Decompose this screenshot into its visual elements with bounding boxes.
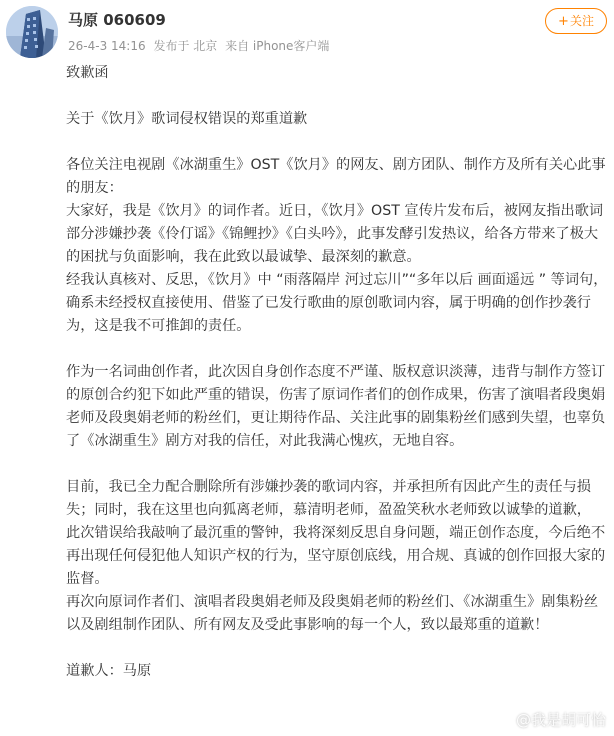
watermark-text: @我是胡可怡: [515, 711, 606, 729]
letter-paragraph: 大家好，我是《饮月》的词作者。近日，《饮月》OST 宣传片发布后，被网友指出歌词部分涉嫌抄袭《伶仃谣》《锦鲤抄》《白头吟》，此事发酵引发热议，给各方带来了极大的困扰与负面影响，我在此致以最诚挚、最深刻的歉意。: [66, 203, 604, 265]
letter-paragraph: 再次向原词作者们、演唱者段奥娟老师及段奥娟老师的粉丝们、《冰湖重生》剧集粉丝以及剧组制作团队、所有网友及受此事影响的每一个人，致以最郑重的道歉！: [66, 594, 599, 633]
watermark: [494, 709, 606, 730]
username[interactable]: 马原 060609: [68, 11, 166, 29]
follow-label: 关注: [569, 14, 594, 28]
post-source: 来自 iPhone客户端: [225, 39, 330, 53]
post-time[interactable]: 26-4-3 14:16: [68, 39, 146, 53]
post-content: [66, 62, 610, 683]
post-meta: [68, 38, 333, 54]
user-avatar[interactable]: [6, 6, 58, 58]
letter-paragraph: 目前，我已全力配合删除所有涉嫌抄袭的歌词内容，并承担所有因此产生的责任与损失；同时，我在这里也向狐离老师，慕清明老师，盈盈笑秋水老师致以诚挚的道歉，: [66, 479, 591, 518]
letter-signature: 道歉人：马原: [66, 663, 152, 679]
post-location: 发布于 北京: [153, 39, 218, 53]
letter-paragraph: 作为一名词曲创作者，此次因自身创作态度不严谨、版权意识淡薄，违背与制作方签订的原创合约犯下如此严重的错误，伤害了原词作者们的创作成果，伤害了演唱者段奥娟老师及段奥娟老师的粉丝们，更让期待作品、关注此事的剧集粉丝们感到失望，也辜负了《冰湖重生》剧方对我的信任，对此我满心愧疚，无地自容。: [66, 364, 606, 449]
letter-greeting: 各位关注电视剧《冰湖重生》OST《饮月》的网友、剧方团队、制作方及所有关心此事的朋友：: [66, 157, 606, 196]
weibo-logo-icon: [494, 713, 512, 727]
letter-title: 致歉函: [66, 65, 109, 81]
letter-paragraph: 此次错误给我敲响了最沉重的警钟，我将深刻反思自身问题，端正创作态度，今后绝不再出现任何侵犯他人知识产权的行为，坚守原创底线，用合规、真诚的创作回报大家的监督。: [66, 525, 606, 587]
letter-subject: 关于《饮月》歌词侵权错误的郑重道歉: [66, 111, 308, 127]
plus-icon: +: [558, 14, 569, 29]
city-building-avatar-icon: [6, 6, 58, 58]
letter-paragraph: 经我认真核对、反思，《饮月》中 “雨落隔岸 河过忘川”“多年以后 画面遥远 ” 等词句，确系未经授权直接使用、借鉴了已发行歌曲的原创歌词内容，属于明确的创作抄袭行为，这是我不可推卸的责任。: [66, 272, 608, 334]
post-header: [0, 0, 614, 62]
follow-button[interactable]: [545, 8, 607, 34]
